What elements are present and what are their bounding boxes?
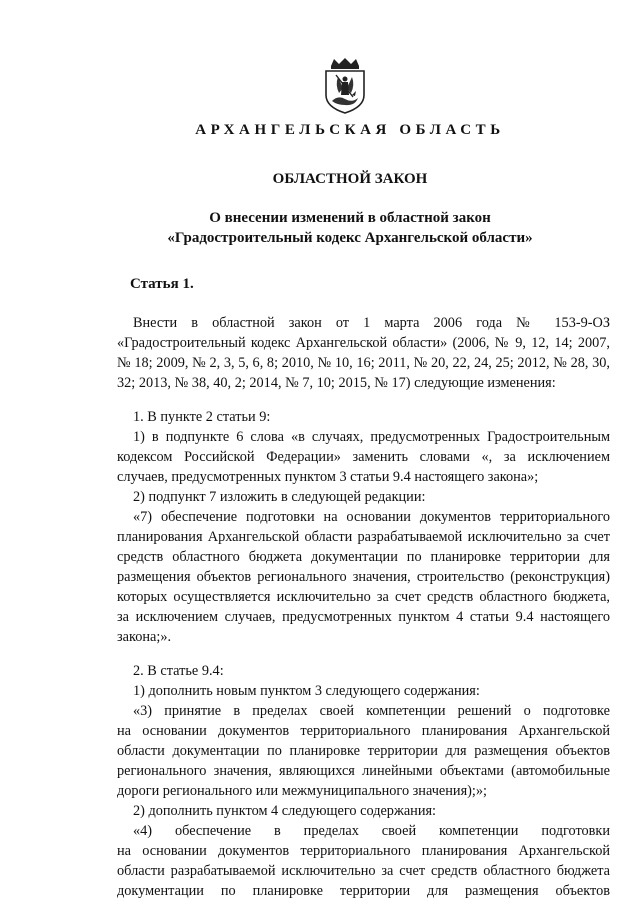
body-line: документации по планировке территории для размещения объектов xyxy=(117,883,610,899)
body-line: «3) принятие в пределах своей компетенции решений о подготовке xyxy=(133,703,610,719)
body-line: планирования Архангельской области разрабатываемой исключительно за счет xyxy=(117,529,610,545)
body-line: размещения объектов регионального значения, строительство (реконструкция) xyxy=(117,569,610,585)
body-line: 2) подпункт 7 изложить в следующей редакции: xyxy=(133,489,426,505)
body-line: регионального значения, являющихся линейными объектами (автомобильные xyxy=(117,763,610,779)
body-line: 32; 2013, № 38, 40, 2; 2014, № 7, 10; 2015, № 17) следующие изменения: xyxy=(117,375,556,391)
body-line: дороги регионального или межмуниципального значения);»; xyxy=(117,783,488,799)
law-title xyxy=(0,208,640,248)
body-line: за исключением случаев, предусмотренных пунктом 4 статьи 9.4 настоящего xyxy=(117,609,610,625)
article-heading: Статья 1. xyxy=(130,276,194,292)
body-line: 2) дополнить пунктом 4 следующего содержания: xyxy=(133,803,437,819)
body-line: на основании документов территориального планирования Архангельской xyxy=(117,723,610,739)
body-line: 1) в подпункте 6 слова «в случаях, предусмотренных Градостроительным xyxy=(133,429,610,445)
body-line: кодексом Российской Федерации» заменить словами «, за исключением xyxy=(117,449,610,465)
body-line: 1) дополнить новым пунктом 3 следующего содержания: xyxy=(133,683,480,699)
body-line: 2. В статье 9.4: xyxy=(133,663,224,679)
law-title-line: О внесении изменений в областной закон xyxy=(209,210,491,226)
region-name: АРХАНГЕЛЬСКАЯ ОБЛАСТЬ xyxy=(195,122,505,138)
body-line: на основании документов территориального планирования Архангельской xyxy=(117,843,610,859)
law-type: ОБЛАСТНОЙ ЗАКОН xyxy=(272,171,428,187)
law-title-line: «Градостроительный кодекс Архангельской области» xyxy=(167,230,533,246)
body-line: 1. В пункте 2 статьи 9: xyxy=(133,409,271,425)
body-line: случаев, предусмотренных пунктом 3 статьи 9.4 настоящего закона»; xyxy=(117,469,539,485)
body-line: области разрабатываемой исключительно за счет средств областного бюджета xyxy=(117,863,610,879)
body-line: средств областного бюджета документации по планировке территории для xyxy=(117,549,610,565)
body-line: «4) обеспечение в пределах своей компетенции подготовки xyxy=(133,823,610,839)
body-line: закона;». xyxy=(117,629,172,645)
body-line: Внести в областной закон от 1 марта 2006 года № 153-9-ОЗ xyxy=(133,315,610,331)
body-line: «Градостроительный кодекс Архангельской области» (2006, № 9, 12, 14; 2007, xyxy=(117,335,610,351)
body-line: области документации по планировке территории для размещения объектов xyxy=(117,743,610,759)
body-line: № 18; 2009, № 2, 3, 5, 6, 8; 2010, № 10, 16; 2011, № 20, 22, 24, 25; 2012, № 28, 30, xyxy=(117,355,610,371)
body-line: которых осуществляется исключительно за счет средств областного бюджета, xyxy=(117,589,610,605)
body-line: «7) обеспечение подготовки на основании документов территориального xyxy=(133,509,610,525)
coat-of-arms-icon xyxy=(322,57,368,114)
